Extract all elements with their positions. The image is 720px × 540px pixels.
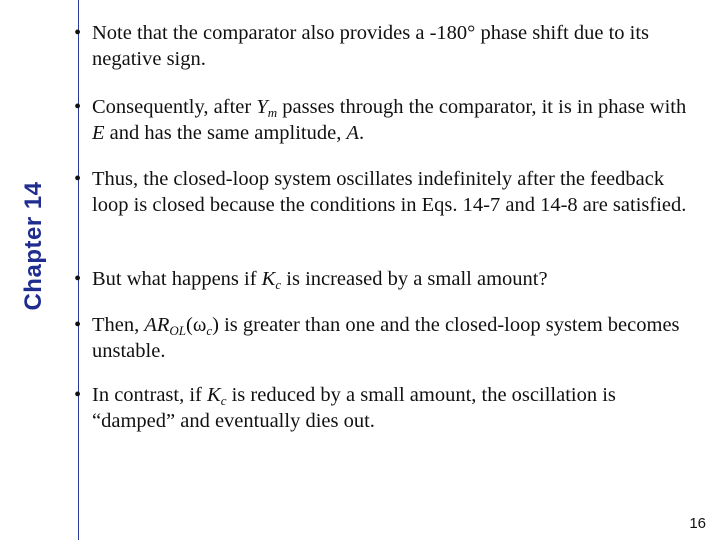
bullet-oscillation: [70, 166, 700, 218]
bullet-text: passes through the comparator, it is in phase with: [277, 96, 687, 118]
bullet-text: is reduced by a small amount, the oscillation is “damped” and eventually dies out.: [92, 384, 616, 432]
bullet-kc-reduced: [70, 382, 700, 434]
var-a: A: [346, 122, 360, 144]
var-omega: ω: [192, 314, 207, 336]
bullet-text: (: [186, 314, 193, 336]
chapter-label: Chapter 14: [20, 181, 47, 311]
bullet-unstable: [70, 312, 700, 364]
subscript-c: c: [206, 323, 213, 338]
var-e: E: [92, 122, 105, 144]
bullet-text: Thus, the closed-loop system oscillates indefinitely after the feedback loop is closed because the conditions in Eqs. 14-7 and 14-8 are satisfied.: [92, 168, 687, 216]
bullet-text: ) is greater than one and the closed-loop system becomes unstable.: [92, 314, 680, 362]
bullet-text: But what happens if: [92, 268, 262, 290]
bullet-text: .: [359, 122, 365, 144]
bullet-comparator-phase: [70, 94, 700, 146]
bullet-kc-increase: [70, 266, 700, 292]
subscript-ol: OL: [169, 323, 187, 338]
bullet-phase-shift: [70, 20, 700, 72]
page-number: 16: [689, 515, 706, 532]
chapter-label-region: [0, 0, 78, 540]
bullet-text: Then,: [92, 314, 145, 336]
bullet-text: and has the same amplitude,: [104, 122, 347, 144]
bullet-text: Note that the comparator also provides a -180° phase shift due to its negative sign.: [92, 22, 650, 70]
subscript-m: m: [267, 105, 278, 120]
bullet-text: In contrast, if: [92, 384, 207, 406]
var-k: K: [261, 268, 276, 290]
var-y: Y: [256, 96, 268, 118]
bullet-text: is increased by a small amount?: [281, 268, 548, 290]
subscript-c: c: [220, 393, 227, 408]
var-ar: AR: [144, 314, 170, 336]
var-k: K: [207, 384, 221, 406]
bullet-text: Consequently, after: [92, 96, 257, 118]
subscript-c: c: [275, 277, 282, 292]
